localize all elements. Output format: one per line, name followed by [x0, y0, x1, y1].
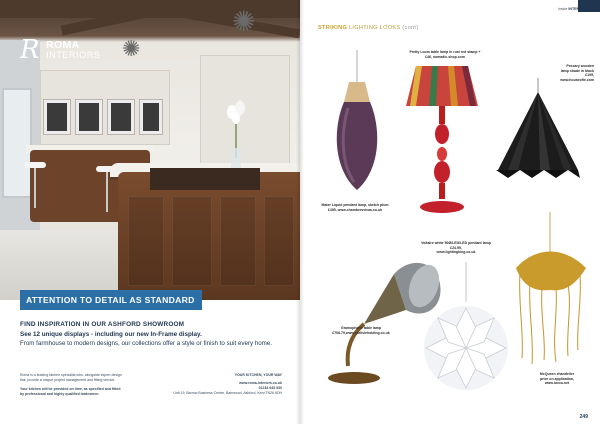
chandelier-icon: ✺: [232, 6, 256, 37]
caption-line: Pretty Loom table lamp in rust red stamp +: [409, 50, 481, 54]
caption-line: Mater Liquid pendant lamp, sketch plum: [321, 203, 389, 207]
island-panel: [220, 196, 256, 286]
framed-picture: [140, 100, 162, 134]
caption-black-pendant: [532, 64, 594, 82]
caption-line: McQueen chandelier: [539, 372, 575, 376]
magazine-tag-prefix: Inside: [557, 7, 568, 11]
caption-gold-chandelier: [524, 372, 590, 386]
flower-vase-icon: [222, 98, 250, 168]
footer-website-link[interactable]: www.roma-interiors.co.uk: [239, 381, 282, 385]
section-title-accent: STRIKING: [318, 25, 348, 31]
caption-pretty-lamp: [400, 50, 490, 59]
island-panel: [172, 196, 212, 286]
displays-line: See 12 unique displays - including our new In-Frame display.: [20, 331, 202, 338]
roma-logo: [20, 36, 100, 64]
caption-line: www.houseofle.com: [560, 77, 594, 82]
window: [2, 88, 32, 198]
logo-monogram: R: [20, 35, 40, 65]
caption-line: £706.79,www.carlisleholding.co.uk: [332, 330, 390, 335]
caption-flower-pendant: [408, 241, 504, 255]
logo-line-roma: ROMA: [46, 38, 80, 51]
footer-address: Unit 19, Barrow Business Centre, Bamwood, Ashford, Kent TN26 6DH: [173, 391, 282, 395]
island-panel: [128, 196, 164, 286]
footer-text: Your kitchen will be provided on time, as specified and fitted: [20, 387, 121, 391]
island-panel: [264, 196, 294, 286]
page-number: 249: [579, 414, 588, 420]
footer-text: flair, provide a unique project management and fitting service.: [20, 378, 116, 382]
section-title-sub: (cont): [400, 25, 419, 31]
framed-picture: [44, 100, 70, 134]
framed-picture: [108, 100, 134, 134]
spine-gutter: [296, 0, 304, 424]
paper-flower-pendant-icon: [418, 262, 514, 394]
headline-banner: ATTENTION TO DETAIL AS STANDARD: [20, 290, 202, 310]
footer-text: Roma is a leading kitchen specialist who, alongside expert design: [20, 373, 122, 377]
chandelier-icon: ✺: [122, 36, 141, 61]
table-lamp-red-icon: [402, 62, 482, 217]
caption-gramophone: [318, 326, 404, 335]
caption-line: £46, nomadic-shop.com: [425, 54, 465, 59]
caption-line: www.lightingking.co.uk: [436, 250, 476, 255]
section-title-main: LIGHTING LOOKS: [347, 25, 401, 31]
footer-text: by professional and highly qualified tradesmen.: [20, 392, 100, 396]
advert-footer-right: [160, 373, 282, 396]
framed-picture: [76, 100, 102, 134]
logo-line-interiors: INTERIORS: [46, 49, 101, 60]
caption-line: Gramophone table lamp: [340, 326, 382, 330]
caption-line: price on application,: [539, 376, 575, 381]
gold-chandelier-icon: [506, 212, 594, 372]
showroom-heading: FIND INSPIRATION IN OUR ASHFORD SHOWROOM: [20, 321, 185, 328]
caption-line: lamp shade in black: [560, 68, 594, 73]
section-title: [318, 25, 418, 31]
caption-line: Voltaire white 50Ø/LED/LED pendant lamp: [421, 241, 491, 245]
black-pendant-lamp-icon: [488, 78, 588, 188]
advert-footer-left: [20, 373, 160, 397]
caption-line: £495, www.chambersvivas.co.uk: [327, 207, 383, 212]
footer-phone: 01233 645 530: [258, 386, 282, 390]
footer-tagline: YOUR KITCHEN, YOUR WAY: [234, 373, 282, 377]
caption-line: www.luxxu.net: [544, 381, 570, 386]
advert-copy: [20, 321, 290, 347]
magazine-tag-title: INTERIORS: [567, 7, 588, 11]
logo-wordmark: [46, 40, 100, 60]
stool-leg: [106, 172, 108, 212]
magazine-tag: [558, 7, 588, 11]
caption-line: Peccary wooden: [566, 64, 594, 68]
caption-line: £199,: [585, 73, 594, 78]
drop-pendant-lamp-icon: [322, 50, 392, 200]
editorial-page: [300, 0, 600, 424]
caption-line: £24.99,: [450, 245, 462, 250]
stool-leg: [34, 168, 36, 208]
chopping-block: [150, 168, 260, 190]
collections-line: From farmhouse to modern designs, our collections offer a style or finish to suit every home.: [20, 340, 272, 347]
caption-drop-pendant: [310, 203, 400, 212]
